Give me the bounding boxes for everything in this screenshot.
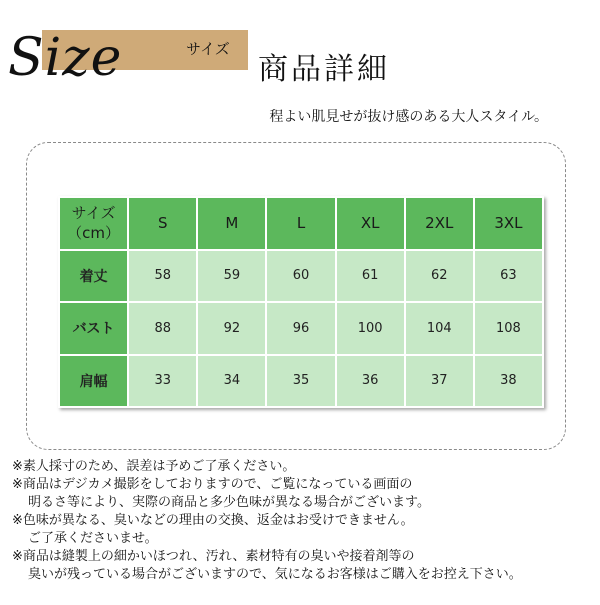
table-cell: 61 (337, 251, 404, 302)
row-label: バスト (60, 303, 127, 354)
size-kana-label: サイズ (186, 40, 230, 58)
page-title: 商品詳細 (258, 52, 390, 87)
table-cell: 88 (129, 303, 196, 354)
note-line: ※色味が異なる、臭いなどの理由の交換、返金はお受けできません。 (12, 513, 414, 528)
table-cell: 37 (406, 356, 473, 407)
table-corner-cell (60, 198, 127, 249)
table-cell: 59 (198, 251, 265, 302)
note-line: 臭いが残っている場合がございますので、気になるお客様はご購入をお控え下さい。 (28, 567, 522, 582)
table-row (60, 251, 542, 302)
table-cell: 33 (129, 356, 196, 407)
size-script-heading: Size (8, 28, 123, 88)
table-header-row (60, 198, 542, 249)
size-table (58, 196, 544, 408)
note-line: 明るさ等により、実際の商品と多少色味が異なる場合がございます。 (28, 495, 430, 510)
table-cell: 100 (337, 303, 404, 354)
table-cell: 34 (198, 356, 265, 407)
table-cell: 62 (406, 251, 473, 302)
column-header: XL (337, 198, 404, 249)
note-line: ※商品は縫製上の細かいほつれ、汚れ、素材特有の臭いや接着剤等の (12, 549, 415, 564)
table-cell: 38 (475, 356, 542, 407)
table-cell: 63 (475, 251, 542, 302)
column-header: 2XL (406, 198, 473, 249)
column-header: L (267, 198, 334, 249)
note-line: ※素人採寸のため、誤差は予めご了承ください。 (12, 459, 296, 474)
column-header: 3XL (475, 198, 542, 249)
row-label: 肩幅 (60, 356, 127, 407)
column-header: M (198, 198, 265, 249)
table-cell: 58 (129, 251, 196, 302)
table-row (60, 356, 542, 407)
table-cell: 35 (267, 356, 334, 407)
table-cell: 92 (198, 303, 265, 354)
table-cell: 60 (267, 251, 334, 302)
column-header: S (129, 198, 196, 249)
table-row (60, 303, 542, 354)
table-cell: 96 (267, 303, 334, 354)
note-line: ※商品はデジカメ撮影をしておりますので、ご覧になっている画面の (12, 477, 413, 492)
table-cell: 36 (337, 356, 404, 407)
table-cell: 108 (475, 303, 542, 354)
subtitle: 程よい肌見せが抜け感のある大人スタイル。 (269, 109, 548, 125)
corner-unit: （cm） (67, 224, 120, 243)
note-line: ご了承くださいませ。 (28, 531, 158, 546)
table-cell: 104 (406, 303, 473, 354)
corner-label: サイズ (71, 204, 116, 223)
row-label: 着丈 (60, 251, 127, 302)
notes-block (12, 458, 596, 584)
